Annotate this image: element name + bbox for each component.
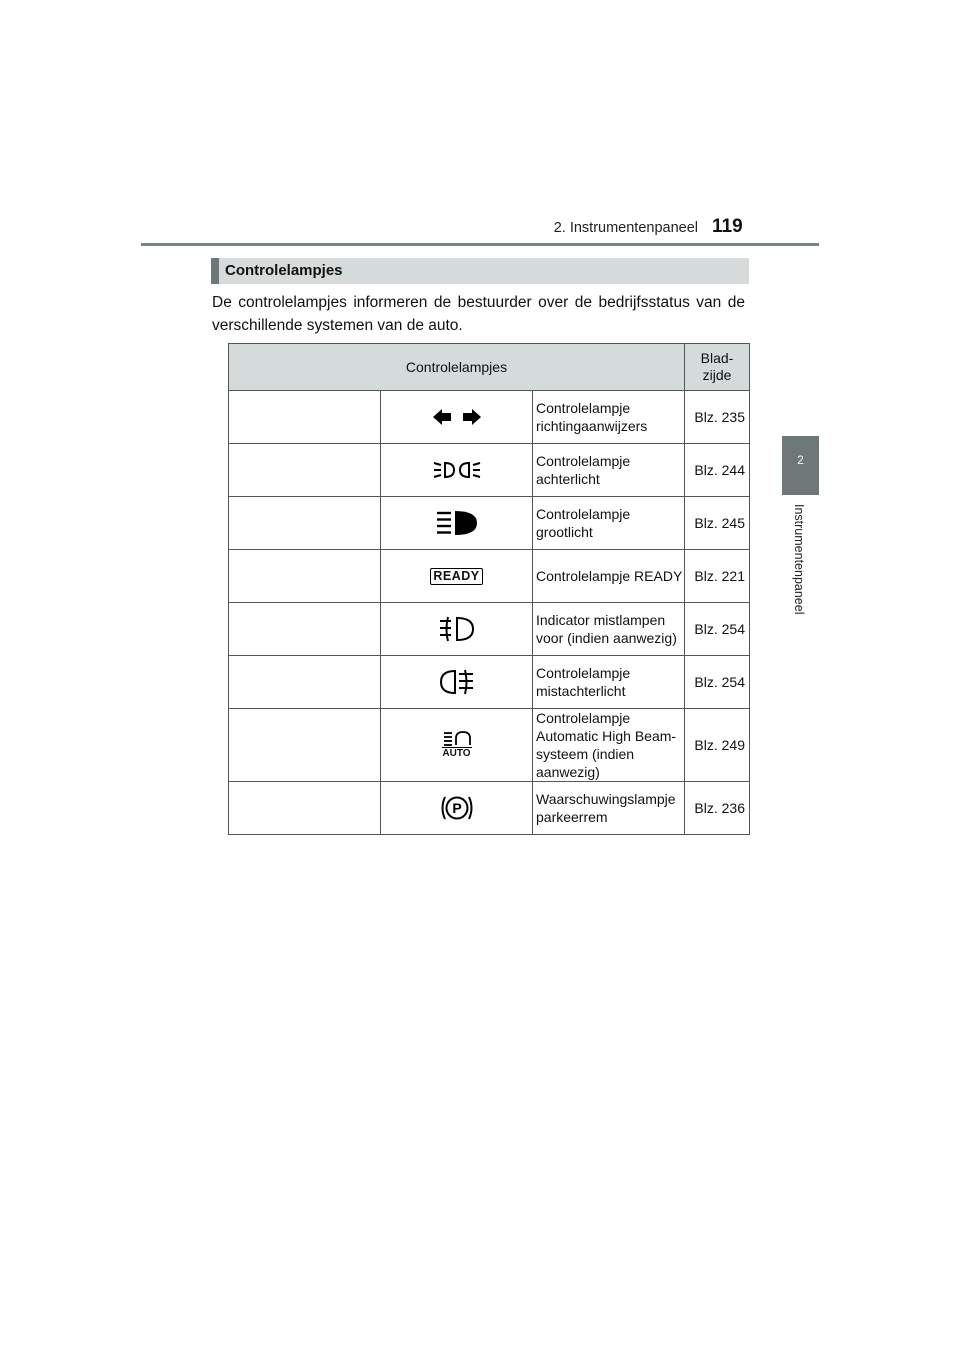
front-fog-icon (437, 615, 477, 643)
icon-cell (381, 709, 533, 782)
row-description: Controlelampje READY (533, 550, 685, 603)
blank-cell (229, 656, 381, 709)
section-heading: Controlelampjes (211, 258, 749, 284)
table-row (229, 656, 750, 709)
header-divider (141, 243, 819, 246)
table-header-row (229, 344, 750, 391)
row-description: Controlelampje achterlicht (533, 444, 685, 497)
row-page-ref[interactable]: Blz. 254 (685, 656, 750, 709)
ready-icon: READY (430, 568, 482, 585)
blank-cell (229, 603, 381, 656)
row-page-ref[interactable]: Blz. 235 (685, 391, 750, 444)
column-header-page: Blad- zijde (685, 344, 750, 391)
icon-cell (381, 782, 533, 835)
table-row (229, 550, 750, 603)
table-row (229, 497, 750, 550)
row-description: Indicator mistlampen voor (indien aanwezig) (533, 603, 685, 656)
chapter-tab[interactable]: 2 (782, 436, 819, 495)
row-page-ref[interactable]: Blz. 244 (685, 444, 750, 497)
blank-cell (229, 550, 381, 603)
table-row (229, 444, 750, 497)
row-description: Waarschuwingslampje parkeerrem (533, 782, 685, 835)
row-description: Controlelampje richtingaanwijzers (533, 391, 685, 444)
table-row (229, 709, 750, 782)
icon-cell (381, 497, 533, 550)
table-row (229, 391, 750, 444)
blank-cell (229, 497, 381, 550)
column-header-indicator: Controlelampjes (229, 344, 685, 391)
blank-cell (229, 444, 381, 497)
row-description: Controlelampje grootlicht (533, 497, 685, 550)
parking-brake-letter: P (451, 800, 462, 816)
high-beam-icon (435, 510, 479, 536)
rear-fog-icon (437, 668, 477, 696)
tail-light-icon (433, 459, 481, 481)
table-row (229, 603, 750, 656)
auto-high-beam-lamp-icon (440, 731, 474, 747)
auto-label: AUTO (442, 748, 471, 759)
blank-cell (229, 782, 381, 835)
row-page-ref[interactable]: Blz. 221 (685, 550, 750, 603)
row-page-ref[interactable]: Blz. 245 (685, 497, 750, 550)
blank-cell (229, 709, 381, 782)
row-page-ref[interactable]: Blz. 254 (685, 603, 750, 656)
table-row (229, 782, 750, 835)
row-page-ref[interactable]: Blz. 236 (685, 782, 750, 835)
icon-cell (381, 656, 533, 709)
icon-cell (381, 550, 533, 603)
turn-signal-icon (433, 407, 481, 427)
row-description: Controlelampje mistachterlicht (533, 656, 685, 709)
intro-paragraph: De controlelampjes informeren de bestuurder over de bedrijfsstatus van de verschillende systemen van de auto. (212, 294, 745, 334)
page-number: 119 (712, 216, 743, 237)
blank-cell (229, 391, 381, 444)
icon-cell (381, 391, 533, 444)
chapter-tab-label: Instrumentenpaneel (792, 504, 806, 615)
icon-cell (381, 603, 533, 656)
chapter-title: 2. Instrumentenpaneel (553, 220, 698, 236)
row-description: Controlelampje Automatic High Beam-systeem (indien aanwezig) (533, 709, 685, 782)
parking-brake-icon (439, 793, 475, 823)
row-page-ref[interactable]: Blz. 249 (685, 709, 750, 782)
icon-cell (381, 444, 533, 497)
indicator-table (228, 343, 750, 835)
auto-high-beam-icon (440, 731, 474, 759)
